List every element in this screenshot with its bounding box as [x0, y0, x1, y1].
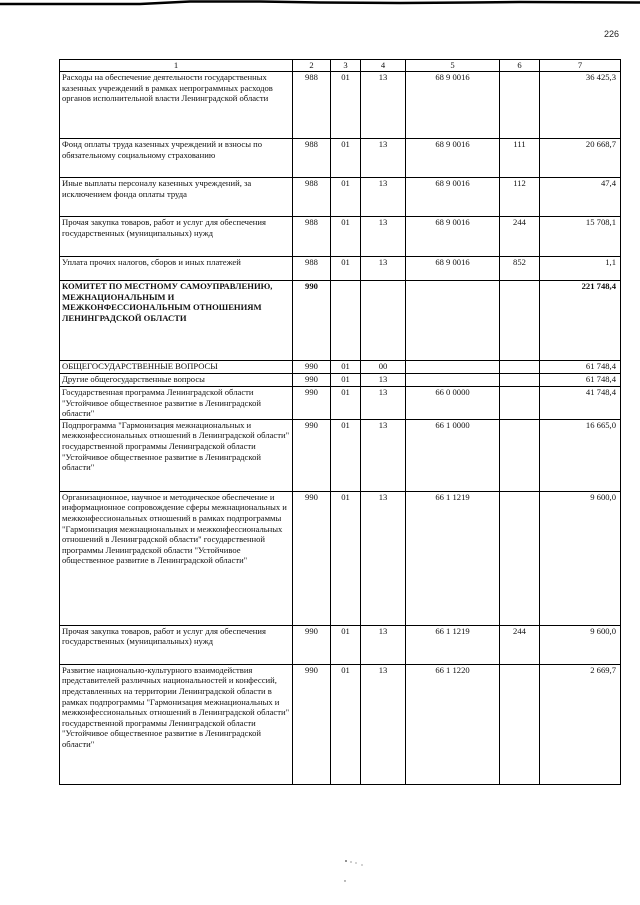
table-row: [60, 281, 621, 361]
row-code-ministry: 990: [293, 664, 331, 784]
row-name: Иные выплаты персоналу казенных учреждений, за исключением фонда оплаты труда: [60, 178, 293, 217]
column-header: 2: [293, 60, 331, 72]
column-header: 5: [406, 60, 500, 72]
row-code-target: 66 0 0000: [406, 387, 500, 420]
row-code-subsection: 13: [361, 374, 406, 387]
row-amount: 15 708,1: [540, 217, 621, 257]
table-row: [60, 387, 621, 420]
row-code-ministry: 988: [293, 217, 331, 257]
row-name: Государственная программа Ленинградской области "Устойчивое общественное развитие в Ленинградской области": [60, 387, 293, 420]
row-code-section: 01: [331, 257, 361, 281]
row-code-expense: [500, 664, 540, 784]
table-row: [60, 374, 621, 387]
page-number: 226: [604, 29, 620, 39]
row-amount: 41 748,4: [540, 387, 621, 420]
row-code-target: 68 9 0016: [406, 217, 500, 257]
column-header: 3: [331, 60, 361, 72]
row-amount: 221 748,4: [540, 281, 621, 361]
row-code-ministry: 990: [293, 361, 331, 374]
row-code-expense: [500, 72, 540, 139]
row-code-section: 01: [331, 217, 361, 257]
table-header-row: [60, 60, 621, 72]
row-code-ministry: 990: [293, 625, 331, 664]
row-code-ministry: 990: [293, 281, 331, 361]
row-name: Другие общегосударственные вопросы: [60, 374, 293, 387]
row-code-subsection: 13: [361, 387, 406, 420]
budget-table: [59, 59, 621, 785]
table-row: [60, 139, 621, 178]
row-code-section: 01: [331, 139, 361, 178]
row-code-expense: 852: [500, 257, 540, 281]
row-code-subsection: 13: [361, 491, 406, 625]
row-amount: 47,4: [540, 178, 621, 217]
row-code-subsection: [361, 281, 406, 361]
column-header: 6: [500, 60, 540, 72]
row-amount: 16 665,0: [540, 419, 621, 491]
row-code-subsection: 13: [361, 419, 406, 491]
row-code-section: 01: [331, 387, 361, 420]
row-code-subsection: 00: [361, 361, 406, 374]
row-name: ОБЩЕГОСУДАРСТВЕННЫЕ ВОПРОСЫ: [60, 361, 293, 374]
row-code-expense: [500, 361, 540, 374]
row-code-target: 66 1 0000: [406, 419, 500, 491]
table-row: [60, 257, 621, 281]
row-code-subsection: 13: [361, 178, 406, 217]
row-code-expense: [500, 374, 540, 387]
row-code-ministry: 990: [293, 374, 331, 387]
row-code-section: 01: [331, 374, 361, 387]
row-code-subsection: 13: [361, 664, 406, 784]
row-name: Прочая закупка товаров, работ и услуг для обеспечения государственных (муниципальных) нужд: [60, 625, 293, 664]
row-code-expense: [500, 491, 540, 625]
table-row: [60, 361, 621, 374]
row-code-section: 01: [331, 491, 361, 625]
row-name: Уплата прочих налогов, сборов и иных платежей: [60, 257, 293, 281]
scan-edge-line: [0, 0, 640, 7]
row-amount: 61 748,4: [540, 361, 621, 374]
row-code-target: 68 9 0016: [406, 139, 500, 178]
row-name: КОМИТЕТ ПО МЕСТНОМУ САМОУПРАВЛЕНИЮ, МЕЖНАЦИОНАЛЬНЫМ И МЕЖКОНФЕССИОНАЛЬНЫМ ОТНОШЕНИЯМ ЛЕНИНГРАДСКОЙ ОБЛАСТИ: [60, 281, 293, 361]
row-code-subsection: 13: [361, 72, 406, 139]
column-header: 4: [361, 60, 406, 72]
row-code-subsection: 13: [361, 625, 406, 664]
row-code-expense: [500, 281, 540, 361]
row-code-target: [406, 361, 500, 374]
table-row: [60, 625, 621, 664]
row-code-subsection: 13: [361, 139, 406, 178]
row-code-expense: 112: [500, 178, 540, 217]
scan-speckle: [342, 858, 372, 888]
row-code-subsection: 13: [361, 217, 406, 257]
row-code-section: 01: [331, 419, 361, 491]
table-row: [60, 72, 621, 139]
row-amount: 61 748,4: [540, 374, 621, 387]
row-code-expense: 244: [500, 625, 540, 664]
row-code-section: [331, 281, 361, 361]
row-name: Прочая закупка товаров, работ и услуг для обеспечения государственных (муниципальных) нужд: [60, 217, 293, 257]
row-code-section: 01: [331, 178, 361, 217]
row-code-target: 68 9 0016: [406, 72, 500, 139]
row-code-expense: 244: [500, 217, 540, 257]
row-code-ministry: 990: [293, 419, 331, 491]
row-amount: 1,1: [540, 257, 621, 281]
row-name: Организационное, научное и методическое обеспечение и информационное сопровождение сферы межнациональных и межконфессиональных отношений в рамках подпрограммы "Гармонизация межнациональных и межконфессиональных отношений в Ленинградской области" государственной программы Ленинградской области "Устойчивое общественное развитие в Ленинградской области": [60, 491, 293, 625]
row-amount: 36 425,3: [540, 72, 621, 139]
row-code-target: 66 1 1219: [406, 625, 500, 664]
table-row: [60, 217, 621, 257]
row-name: Подпрограмма "Гармонизация межнациональных и межконфессиональных отношений в Ленинградской области" государственной программы Ленинградской области "Устойчивое общественное развитие в Ленинградской области": [60, 419, 293, 491]
row-code-section: 01: [331, 625, 361, 664]
row-name: Фонд оплаты труда казенных учреждений и взносы по обязательному социальному страхованию: [60, 139, 293, 178]
table-row: [60, 419, 621, 491]
row-code-section: 01: [331, 72, 361, 139]
row-name: Расходы на обеспечение деятельности государственных казенных учреждений в рамках непрограммных расходов органов исполнительной власти Ленинградской области: [60, 72, 293, 139]
row-code-ministry: 990: [293, 387, 331, 420]
row-amount: 2 669,7: [540, 664, 621, 784]
row-code-target: [406, 374, 500, 387]
row-code-section: 01: [331, 361, 361, 374]
row-code-target: 66 1 1219: [406, 491, 500, 625]
column-header: 1: [60, 60, 293, 72]
row-code-ministry: 990: [293, 491, 331, 625]
row-name: Развитие национально-культурного взаимодействия представителей различных национальностей и конфессий, представленных на территории Ленинградской области в рамках подпрограммы "Гармонизация межнациональных и межконфессиональных отношений в Ленинградской области" государственной программы Ленинградской области "Устойчивое общественное развитие в Ленинградской области": [60, 664, 293, 784]
table-row: [60, 491, 621, 625]
row-code-ministry: 988: [293, 139, 331, 178]
row-code-ministry: 988: [293, 72, 331, 139]
row-code-target: 68 9 0016: [406, 178, 500, 217]
row-code-subsection: 13: [361, 257, 406, 281]
row-code-expense: [500, 387, 540, 420]
row-code-expense: 111: [500, 139, 540, 178]
row-code-expense: [500, 419, 540, 491]
row-code-target: 68 9 0016: [406, 257, 500, 281]
table-row: [60, 664, 621, 784]
column-header: 7: [540, 60, 621, 72]
row-code-ministry: 988: [293, 257, 331, 281]
row-amount: 9 600,0: [540, 491, 621, 625]
row-code-target: [406, 281, 500, 361]
row-code-ministry: 988: [293, 178, 331, 217]
row-amount: 20 668,7: [540, 139, 621, 178]
row-amount: 9 600,0: [540, 625, 621, 664]
table-row: [60, 178, 621, 217]
row-code-target: 66 1 1220: [406, 664, 500, 784]
row-code-section: 01: [331, 664, 361, 784]
